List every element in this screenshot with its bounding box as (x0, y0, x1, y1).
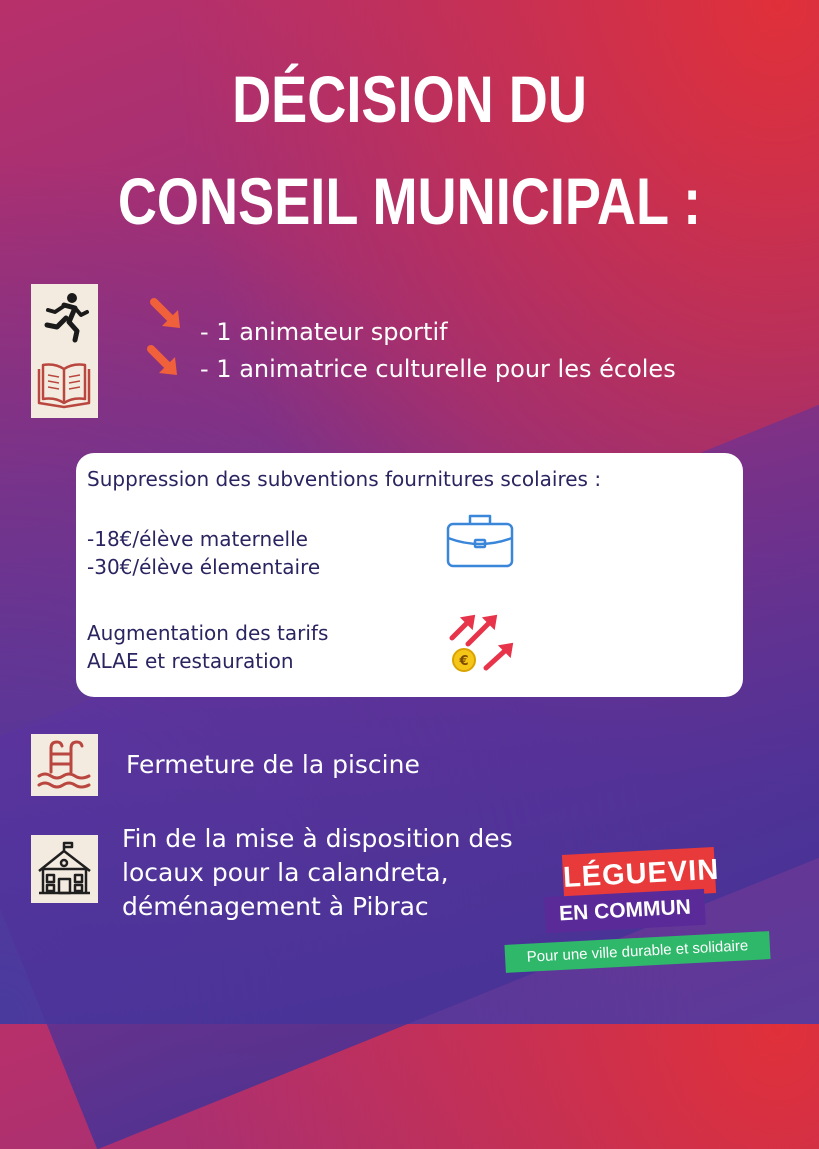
increase-line-1: Augmentation des tarifs (87, 621, 329, 645)
premises-line-3: déménagement à Pibrac (122, 892, 429, 921)
logo-name: LÉGUEVIN (562, 847, 716, 901)
page-title-line-2: CONSEIL MUNICIPAL : (117, 164, 702, 238)
page-title-line-1: DÉCISION DU (232, 62, 587, 136)
school-icon-card (31, 835, 98, 903)
pool-closure-text: Fermeture de la piscine (126, 750, 420, 779)
down-right-arrow-icon (148, 296, 188, 336)
down-right-arrow-icon (145, 343, 185, 383)
logo-subtitle: EN COMMUN (544, 889, 706, 933)
subsidy-elementaire: -30€/élève élementaire (87, 555, 321, 579)
school-supplies-panel (76, 453, 743, 697)
logo-tagline: Pour une ville durable et solidaire (504, 931, 770, 973)
panel-heading: Suppression des subventions fournitures scolaires : (87, 467, 602, 491)
premises-line-1: Fin de la mise à disposition des (122, 824, 513, 853)
svg-text:€: € (459, 654, 469, 669)
school-building-icon (31, 835, 98, 903)
premises-line-2: locaux pour la calandreta, (122, 858, 449, 887)
euro-rising-arrows-icon (448, 612, 520, 680)
open-book-icon (31, 351, 98, 418)
staff-icon-card (31, 284, 98, 418)
briefcase-icon (444, 510, 516, 572)
increase-line-2: ALAE et restauration (87, 649, 294, 673)
running-person-icon (31, 284, 98, 351)
staff-item-sport: - 1 animateur sportif (200, 318, 448, 346)
subsidy-maternelle: -18€/élève maternelle (87, 527, 308, 551)
staff-item-culture: - 1 animatrice culturelle pour les écoles (200, 355, 676, 383)
pool-ladder-icon (31, 734, 98, 796)
pool-icon-card (31, 734, 98, 796)
